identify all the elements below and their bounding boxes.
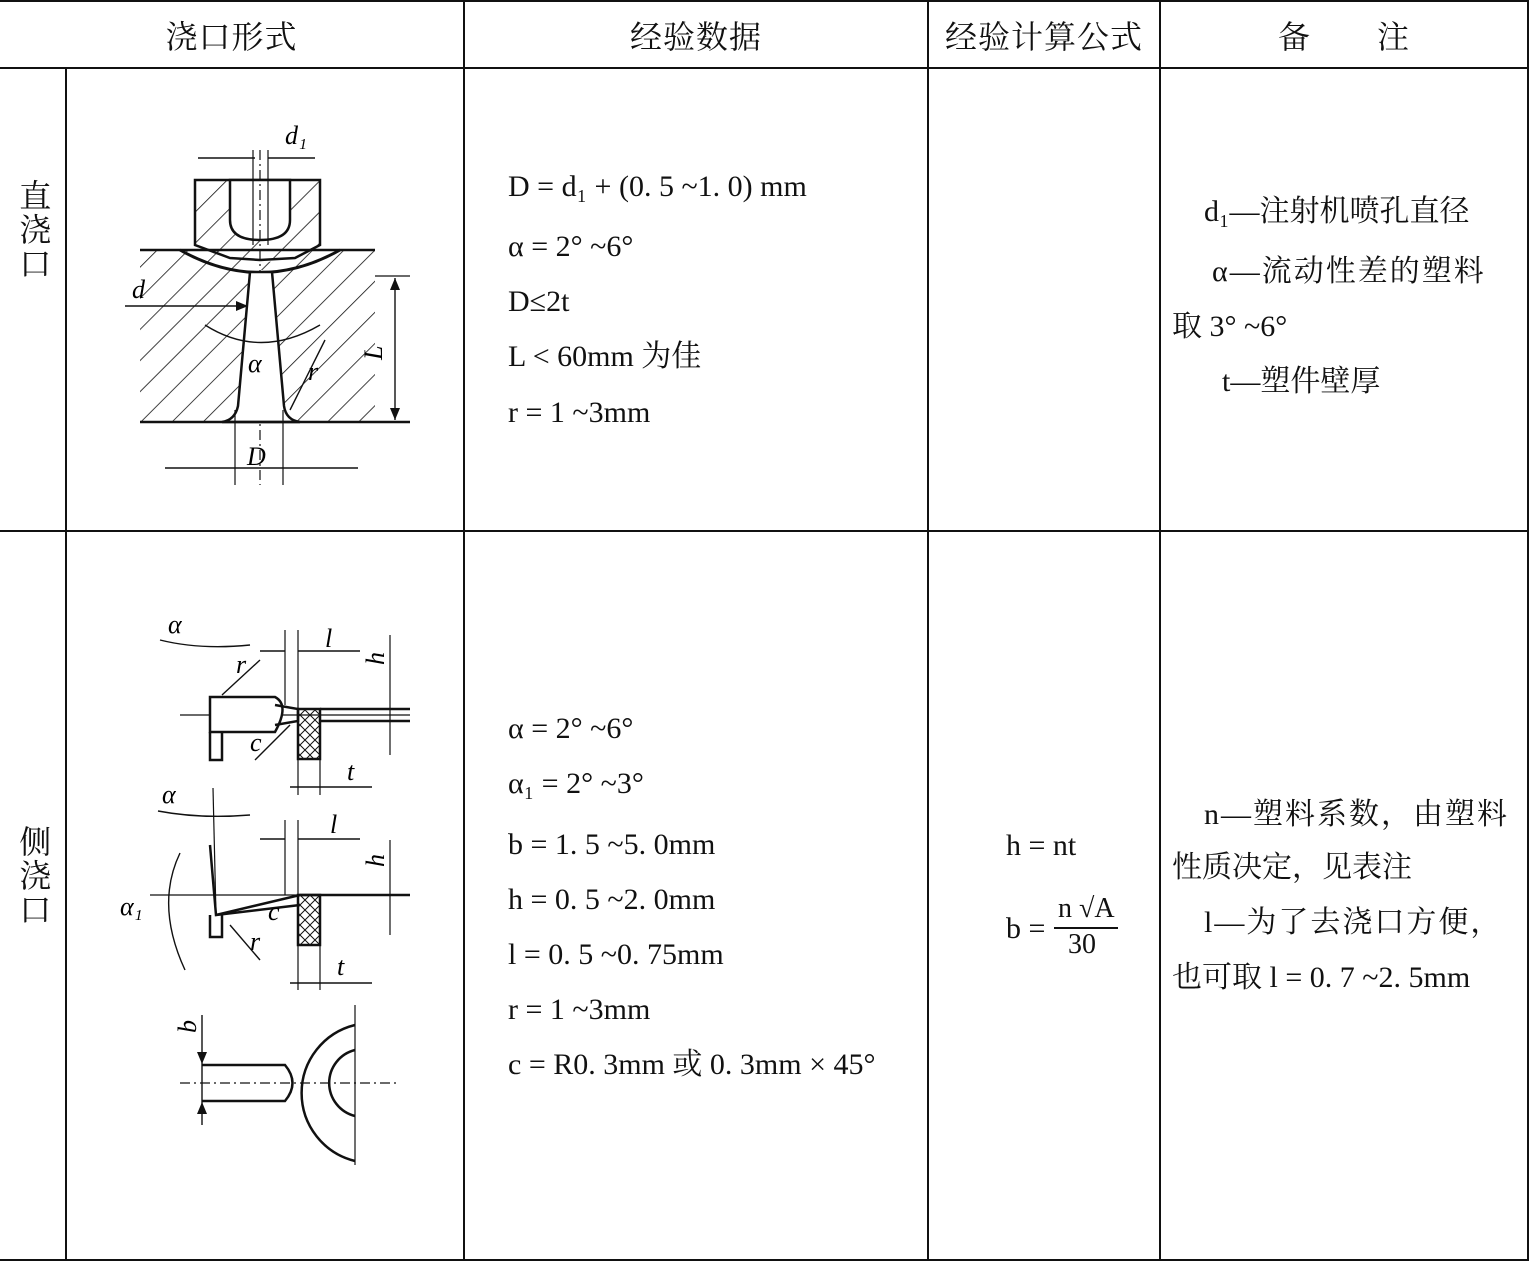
label-l-side: l — [330, 810, 338, 839]
column-divider-1 — [463, 0, 465, 1260]
side-note-line: 性质决定，见表注 — [1172, 851, 1412, 884]
label-alpha: α — [248, 349, 262, 378]
sprue-data-line: L < 60mm 为佳 — [508, 340, 702, 373]
sprue-data-line: D≤2t — [508, 285, 570, 318]
side-data-line: c = R0. 3mm 或 0. 3mm × 45° — [508, 1048, 876, 1081]
row-label-text: 直浇口 — [14, 178, 53, 281]
header-divider — [0, 67, 1529, 69]
label-alpha-top: α — [168, 610, 182, 639]
header-formula: 经验计算公式 — [944, 17, 1143, 56]
label-divider — [65, 68, 67, 1260]
label-alpha1-side: α₁ — [120, 892, 143, 921]
label-d1: d₁ — [285, 121, 308, 150]
column-divider-2 — [927, 0, 929, 1260]
label-b: b — [173, 1020, 202, 1033]
side-data-line: l = 0. 5 ~0. 75mm — [508, 938, 724, 971]
label-c-top: c — [250, 728, 262, 757]
sprue-empirical-data — [508, 170, 918, 450]
formula-b-denominator: 30 — [1068, 929, 1096, 960]
side-note-line: l—为了去浇口方便， — [1204, 906, 1503, 939]
formula-b-numerator: n √A — [1058, 893, 1115, 924]
side-data-line: α = 2° ~6° — [508, 712, 634, 745]
column-divider-3 — [1159, 0, 1161, 1260]
row-label-side-gate — [0, 532, 65, 1259]
formula-b-lhs: b = — [1006, 912, 1046, 945]
label-h-top: h — [361, 652, 390, 665]
label-L: L — [359, 345, 388, 360]
sprue-gate-figure — [110, 110, 430, 500]
label-r: r — [308, 357, 319, 386]
table-border-bottom — [0, 1259, 1529, 1261]
side-note-line: n—塑料系数，由塑料 — [1204, 798, 1509, 831]
label-d: d — [132, 275, 145, 304]
sprue-notes — [1172, 195, 1524, 425]
label-c-side: c — [268, 897, 280, 926]
side-note-line: 也可取 l = 0. 7 ~2. 5mm — [1172, 961, 1471, 994]
row-divider — [0, 530, 1529, 532]
label-r-top: r — [236, 650, 247, 679]
row-label-sprue-gate — [0, 69, 65, 530]
side-formula — [1000, 825, 1150, 975]
label-D: D — [247, 442, 266, 471]
side-notes — [1172, 798, 1524, 1028]
sprue-note-line: 取 3° ~6° — [1172, 310, 1288, 343]
header-gate-type: 浇口形式 — [165, 17, 298, 56]
label-l-top: l — [325, 624, 333, 653]
sprue-data-line: D = d₁ + (0. 5 ~1. 0) mm — [508, 170, 807, 203]
label-alpha-side: α — [162, 780, 176, 809]
side-empirical-data — [508, 712, 923, 1092]
sprue-data-line: r = 1 ~3mm — [508, 396, 651, 429]
sprue-note-line: t—塑件壁厚 — [1222, 365, 1381, 398]
formula-h: h = nt — [1006, 829, 1077, 862]
sprue-data-line: α = 2° ~6° — [508, 230, 634, 263]
label-t-side: t — [337, 952, 345, 981]
label-h-side: h — [361, 854, 390, 867]
label-t-top: t — [347, 757, 355, 786]
side-data-line: r = 1 ~3mm — [508, 993, 651, 1026]
header-empirical-data: 经验数据 — [629, 17, 762, 56]
header-notes: 备 注 — [1277, 17, 1410, 56]
side-data-line: b = 1. 5 ~5. 0mm — [508, 828, 716, 861]
side-data-line: α₁ = 2° ~3° — [508, 767, 644, 800]
label-r-side: r — [250, 927, 261, 956]
sprue-note-line: α—流动性差的塑料 — [1212, 255, 1486, 288]
side-data-line: h = 0. 5 ~2. 0mm — [508, 883, 716, 916]
side-gate-figure — [110, 605, 430, 1185]
row-label-text: 侧浇口 — [14, 824, 53, 927]
sprue-note-line: d₁—注射机喷孔直径 — [1204, 195, 1470, 228]
